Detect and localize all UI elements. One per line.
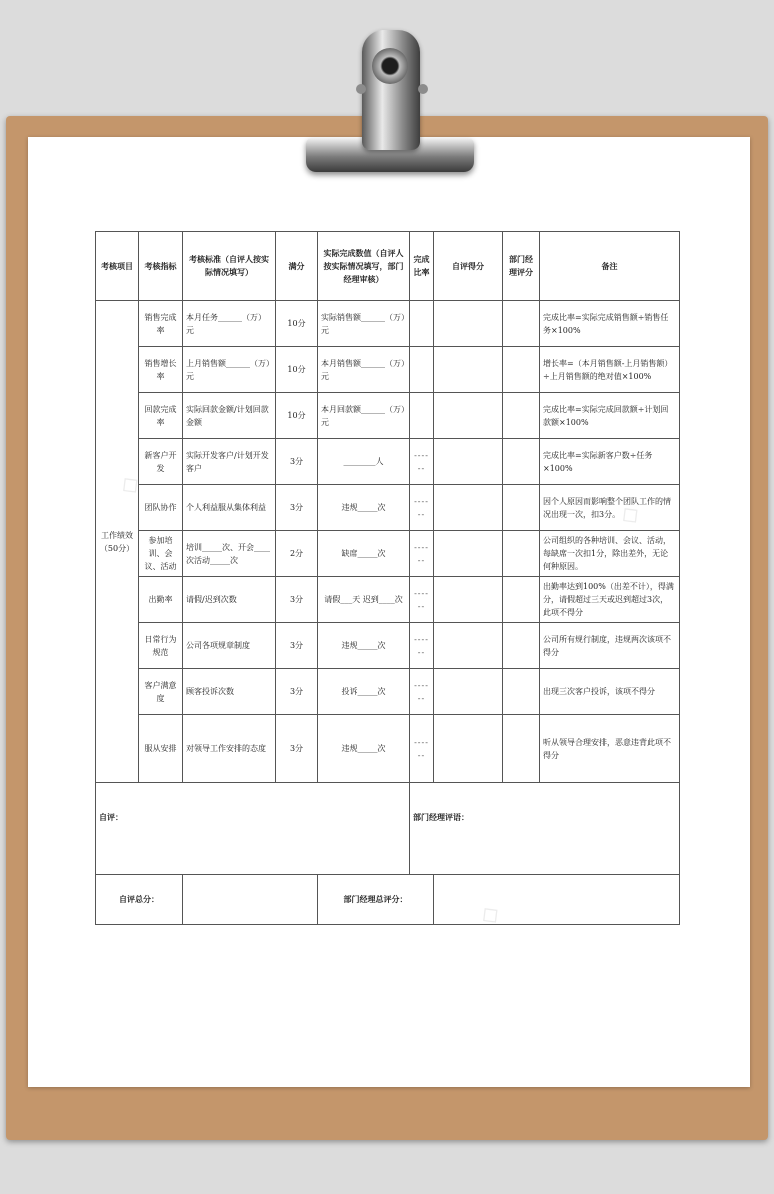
ratio-cell[interactable] (410, 393, 434, 439)
clip-rivet-left (356, 84, 366, 94)
standard-cell: 对领导工作安排的态度 (183, 715, 276, 783)
table-row (96, 531, 680, 577)
actual-value-cell[interactable]: 请假___天 迟到____次 (318, 577, 410, 623)
full-score-cell: 10分 (276, 393, 318, 439)
table-row (96, 669, 680, 715)
note-cell: 公司组织的各种培训、会议、活动，每缺席一次扣1分，除出差外，无论何种原因。 (540, 531, 680, 577)
table-row (96, 347, 680, 393)
header-cell: 完成比率 (410, 232, 434, 301)
table-row (96, 439, 680, 485)
total-score-row (96, 875, 680, 925)
note-cell: 因个人原因而影响整个团队工作的情况出现一次，扣3分。 (540, 485, 680, 531)
self-score-cell[interactable] (434, 669, 503, 715)
actual-value-cell[interactable]: 本月回款额______（万）元 (318, 393, 410, 439)
manager-total-field[interactable] (434, 875, 680, 925)
self-score-cell[interactable] (434, 715, 503, 783)
table-row (96, 301, 680, 347)
header-cell: 满分 (276, 232, 318, 301)
note-cell: 听从领导合理安排，恶意违背此项不得分 (540, 715, 680, 783)
note-cell: 出勤率达到100%（出差不计），得满分，请假超过三天或迟到超过3次，此项不得分 (540, 577, 680, 623)
self-score-cell[interactable] (434, 623, 503, 669)
category-cell: 工作绩效（50分） (96, 301, 139, 783)
watermark-mark: ◇ (613, 497, 646, 531)
self-total-field[interactable] (183, 875, 318, 925)
header-cell: 考核标准（自评人按实际情况填写） (183, 232, 276, 301)
ratio-cell[interactable]: ------ (410, 715, 434, 783)
manager-score-cell[interactable] (503, 715, 540, 783)
actual-value-cell[interactable]: 违规_____次 (318, 485, 410, 531)
manager-score-cell[interactable] (503, 301, 540, 347)
header-cell: 自评得分 (434, 232, 503, 301)
indicator-cell: 客户满意度 (139, 669, 183, 715)
manager-score-cell[interactable] (503, 669, 540, 715)
table-row (96, 577, 680, 623)
standard-cell: 公司各项规章制度 (183, 623, 276, 669)
standard-cell: 实际回款金额/计划回款金额 (183, 393, 276, 439)
self-score-cell[interactable] (434, 485, 503, 531)
standard-cell: 个人利益服从集体利益 (183, 485, 276, 531)
self-score-cell[interactable] (434, 393, 503, 439)
manager-score-cell[interactable] (503, 439, 540, 485)
ratio-cell[interactable]: ------ (410, 577, 434, 623)
header-cell: 考核指标 (139, 232, 183, 301)
actual-value-cell[interactable]: 实际销售额______（万）元 (318, 301, 410, 347)
clip-ring-icon (372, 48, 408, 84)
standard-cell: 实际开发客户/计划开发客户 (183, 439, 276, 485)
header-cell: 备注 (540, 232, 680, 301)
self-score-cell[interactable] (434, 531, 503, 577)
clip-rivet-right (418, 84, 428, 94)
comment-row (96, 783, 680, 875)
manager-score-cell[interactable] (503, 393, 540, 439)
full-score-cell: 3分 (276, 577, 318, 623)
standard-cell: 顾客投诉次数 (183, 669, 276, 715)
standard-cell: 培训_____次、开会____次活动_____次 (183, 531, 276, 577)
full-score-cell: 3分 (276, 439, 318, 485)
ratio-cell[interactable]: ------ (410, 623, 434, 669)
standard-cell: 上月销售额______（万）元 (183, 347, 276, 393)
ratio-cell[interactable]: ------ (410, 439, 434, 485)
actual-value-cell[interactable]: 投诉_____次 (318, 669, 410, 715)
self-score-cell[interactable] (434, 577, 503, 623)
note-cell: 公司所有规行制度，违规两次该项不得分 (540, 623, 680, 669)
indicator-cell: 销售增长率 (139, 347, 183, 393)
self-comment-field[interactable]: 自评： (96, 783, 410, 875)
indicator-cell: 日常行为规范 (139, 623, 183, 669)
self-total-label: 自评总分： (96, 875, 183, 925)
ratio-cell[interactable]: ------ (410, 531, 434, 577)
self-score-cell[interactable] (434, 301, 503, 347)
indicator-cell: 团队协作 (139, 485, 183, 531)
note-cell: 完成比率=实际完成回款额÷计划回款额×100% (540, 393, 680, 439)
manager-score-cell[interactable] (503, 485, 540, 531)
standard-cell: 请假/迟到次数 (183, 577, 276, 623)
indicator-cell: 出勤率 (139, 577, 183, 623)
note-cell: 完成比率=实际新客户数÷任务×100% (540, 439, 680, 485)
indicator-cell: 参加培训、会议、活动 (139, 531, 183, 577)
header-cell: 考核项目 (96, 232, 139, 301)
full-score-cell: 3分 (276, 669, 318, 715)
indicator-cell: 回款完成率 (139, 393, 183, 439)
table-row (96, 715, 680, 783)
manager-total-label: 部门经理总评分： (318, 875, 434, 925)
ratio-cell[interactable]: ------ (410, 669, 434, 715)
full-score-cell: 3分 (276, 715, 318, 783)
indicator-cell: 销售完成率 (139, 301, 183, 347)
header-cell: 部门经理评分 (503, 232, 540, 301)
note-cell: 增长率=（本月销售额-上月销售额）÷上月销售额的绝对值×100% (540, 347, 680, 393)
table-row (96, 393, 680, 439)
self-score-cell[interactable] (434, 347, 503, 393)
full-score-cell: 3分 (276, 485, 318, 531)
actual-value-cell[interactable]: 本月销售额______（万）元 (318, 347, 410, 393)
manager-score-cell[interactable] (503, 577, 540, 623)
note-cell: 完成比率=实际完成销售额÷销售任务×100% (540, 301, 680, 347)
actual-value-cell[interactable]: 违规_____次 (318, 715, 410, 783)
actual-value-cell[interactable]: 缺席_____次 (318, 531, 410, 577)
note-cell: 出现三次客户投诉，该项不得分 (540, 669, 680, 715)
full-score-cell: 2分 (276, 531, 318, 577)
manager-score-cell[interactable] (503, 531, 540, 577)
indicator-cell: 新客户开发 (139, 439, 183, 485)
actual-value-cell[interactable]: ________人 (318, 439, 410, 485)
watermark-mark: ◇ (113, 467, 146, 501)
actual-value-cell[interactable]: 违规_____次 (318, 623, 410, 669)
indicator-cell: 服从安排 (139, 715, 183, 783)
manager-comment-field[interactable]: 部门经理评语： (410, 783, 680, 875)
watermark-mark: ◇ (473, 897, 506, 931)
evaluation-table (95, 231, 680, 925)
full-score-cell: 10分 (276, 301, 318, 347)
self-score-cell[interactable] (434, 439, 503, 485)
standard-cell: 本月任务______（万）元 (183, 301, 276, 347)
ratio-cell[interactable] (410, 347, 434, 393)
table-row (96, 485, 680, 531)
ratio-cell[interactable] (410, 301, 434, 347)
full-score-cell: 3分 (276, 623, 318, 669)
header-cell: 实际完成数值（自评人按实际情况填写，部门经理审核） (318, 232, 410, 301)
full-score-cell: 10分 (276, 347, 318, 393)
manager-score-cell[interactable] (503, 347, 540, 393)
table-row (96, 623, 680, 669)
ratio-cell[interactable]: ------ (410, 485, 434, 531)
manager-score-cell[interactable] (503, 623, 540, 669)
table-header-row (96, 232, 680, 301)
